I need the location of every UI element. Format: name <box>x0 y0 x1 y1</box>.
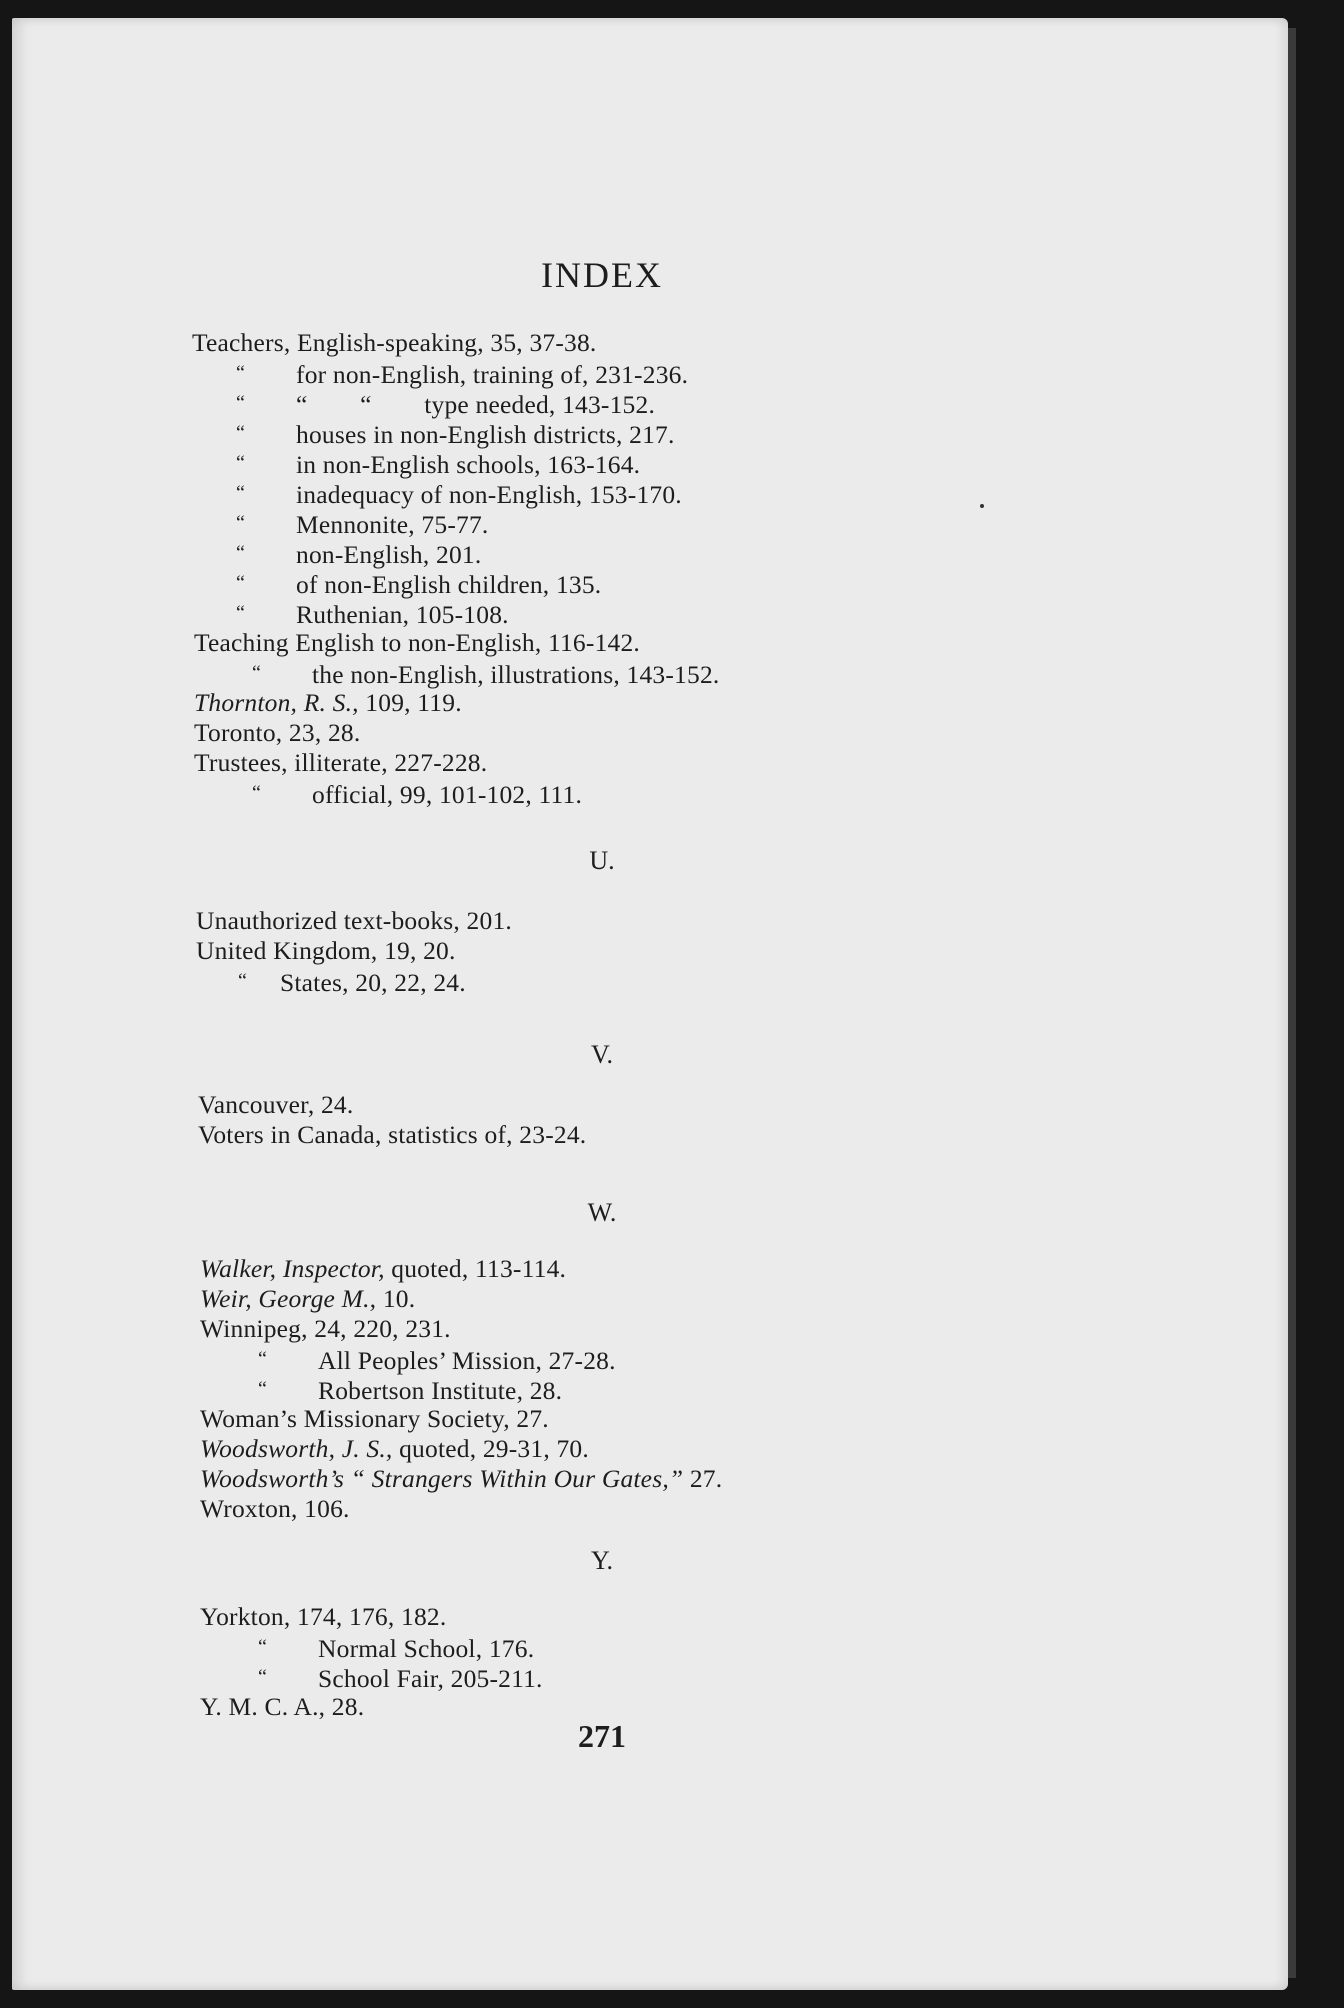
index-entry: Wroxton, 106. <box>200 1494 350 1523</box>
index-entry: “ Ruthenian, 105-108. <box>236 600 509 629</box>
index-entry: Trustees, illiterate, 227-228. <box>194 748 488 777</box>
index-entry: “ States, 20, 22, 24. <box>238 968 466 997</box>
index-entry: Vancouver, 24. <box>198 1090 354 1119</box>
index-entry: “ School Fair, 205-211. <box>258 1664 543 1693</box>
index-entry: “ “ “ type needed, 143-152. <box>236 390 656 419</box>
index-entry: Voters in Canada, statistics of, 23-24. <box>198 1120 587 1149</box>
index-entry: Thornton, R. S., 109, 119. <box>194 688 462 717</box>
index-entry: Unauthorized text-books, 201. <box>196 906 512 935</box>
page-number: 271 <box>578 1718 626 1754</box>
index-entry: “ Robertson Institute, 28. <box>258 1376 563 1405</box>
index-entry: Teachers, English-speaking, 35, 37-38. <box>192 328 597 357</box>
section-letter-y: Y. <box>591 1546 613 1575</box>
index-entry: Woodsworth, J. S., quoted, 29-31, 70. <box>200 1434 589 1463</box>
index-entry: “ All Peoples’ Mission, 27-28. <box>258 1346 616 1375</box>
index-entry: Woman’s Missionary Society, 27. <box>200 1404 549 1433</box>
section-letter-w: W. <box>587 1198 617 1227</box>
page-edge <box>1288 28 1296 1978</box>
index-entry: “ non-English, 201. <box>236 540 482 569</box>
index-entry: “ inadequacy of non-English, 153-170. <box>236 480 682 509</box>
index-entry: Weir, George M., 10. <box>200 1284 416 1313</box>
index-entry: Woodsworth’s “ Strangers Within Our Gates,” 27. <box>200 1464 723 1493</box>
index-entry: “ official, 99, 101-102, 111. <box>252 780 583 809</box>
index-entry: Yorkton, 174, 176, 182. <box>200 1602 447 1631</box>
index-entry: Walker, Inspector, quoted, 113-114. <box>200 1254 567 1283</box>
index-entry: “ of non-English children, 135. <box>236 570 602 599</box>
index-entry: Teaching English to non-English, 116-142. <box>194 628 640 657</box>
page-title: INDEX <box>541 255 663 295</box>
speck-mark <box>980 504 984 508</box>
index-entry: “ for non-English, training of, 231-236. <box>236 360 689 389</box>
index-entry: Y. M. C. A., 28. <box>200 1692 365 1721</box>
index-entry: United Kingdom, 19, 20. <box>196 936 456 965</box>
index-entry: Toronto, 23, 28. <box>194 718 361 747</box>
index-entry: “ houses in non-English districts, 217. <box>236 420 675 449</box>
section-letter-v: V. <box>591 1040 613 1069</box>
index-entry: “ in non-English schools, 163-164. <box>236 450 641 479</box>
index-entry: “ the non-English, illustrations, 143-152. <box>252 660 720 689</box>
index-entry: “ Mennonite, 75-77. <box>236 510 489 539</box>
index-entry: “ Normal School, 176. <box>258 1634 535 1663</box>
section-letter-u: U. <box>589 846 615 875</box>
book-page <box>12 18 1288 1990</box>
page-content <box>12 18 1288 1990</box>
index-entry: Winnipeg, 24, 220, 231. <box>200 1314 451 1343</box>
